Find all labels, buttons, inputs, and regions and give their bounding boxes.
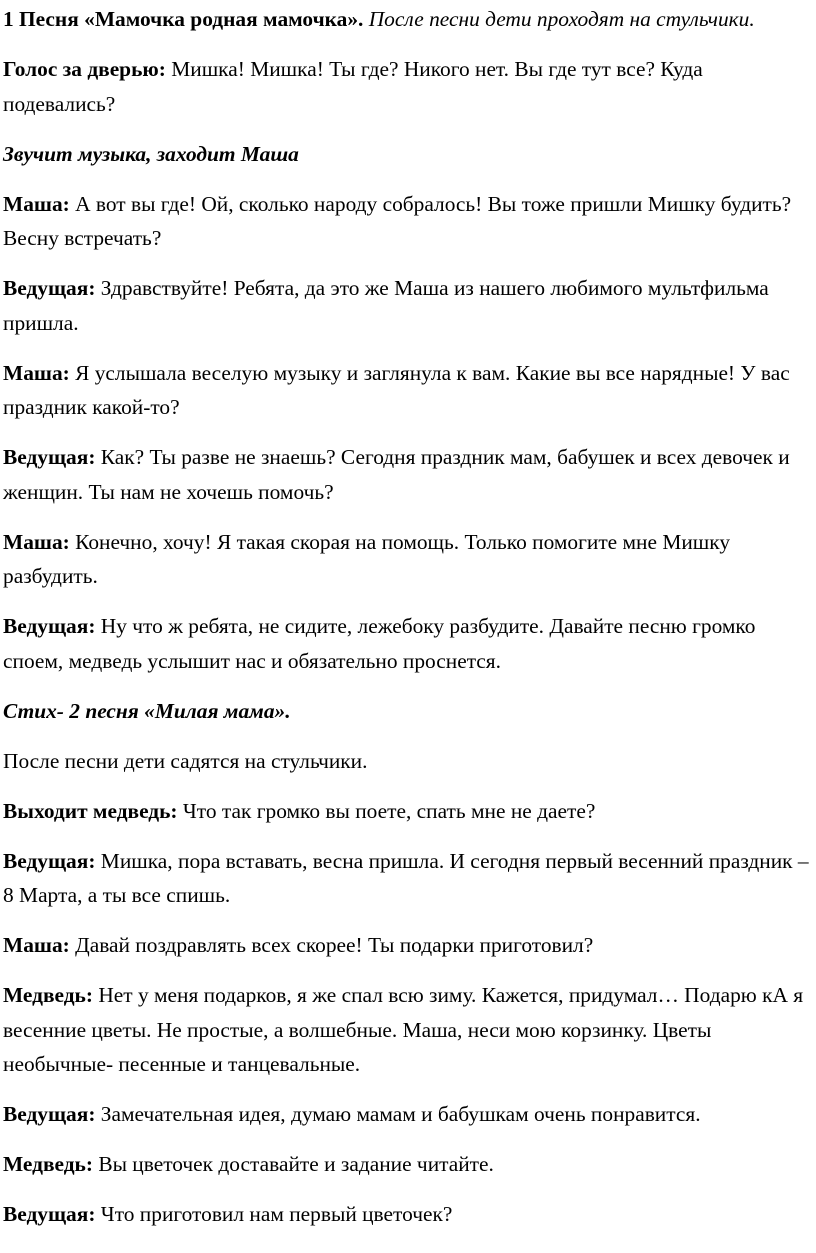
line-host-6 bbox=[3, 1197, 812, 1232]
line-host-3 bbox=[3, 609, 812, 678]
speech-text: А вот вы где! Ой, сколько народу собралось! Вы тоже пришли Мишку будить? Весну встречать? bbox=[3, 191, 792, 250]
song-title: 1 Песня «Мамочка родная мамочка». bbox=[3, 7, 364, 31]
line-host-1 bbox=[3, 271, 812, 340]
speech-text: Что так громко вы поете, спать мне не даете? bbox=[177, 798, 596, 823]
song-2-heading bbox=[3, 694, 812, 729]
stage-direction: После песни дети проходят на стульчики. bbox=[363, 7, 755, 31]
speech-text: Как? Ты разве не знаешь? Сегодня праздник мам, бабушек и всех девочек и женщин. Ты нам не хочешь помочь? bbox=[3, 445, 790, 504]
speech-text: Нет у меня подарков, я же спал всю зиму. Кажется, придумал… Подарю кА я весенние цветы. Не простые, а волшебные. Маша, неси мою корзинку. Цветы необычные- песенные и танцевальные. bbox=[3, 983, 804, 1076]
line-bear-2 bbox=[3, 1147, 812, 1182]
speaker-label: Ведущая: bbox=[3, 1202, 96, 1226]
line-voice-behind-door bbox=[3, 52, 812, 121]
speaker-label: Медведь: bbox=[3, 983, 93, 1007]
line-host-4 bbox=[3, 844, 812, 913]
line-host-5 bbox=[3, 1097, 812, 1132]
speech-text: Конечно, хочу! Я такая скорая на помощь. Только помогите мне Мишку разбудить. bbox=[3, 529, 731, 588]
speaker-label: Маша: bbox=[3, 360, 70, 385]
stage-direction-masha-enters bbox=[3, 137, 812, 172]
speaker-label: Ведущая: bbox=[3, 445, 96, 469]
line-host-2 bbox=[3, 440, 812, 509]
speech-text: Ну что ж ребята, не сидите, лежебоку разбудите. Давайте песню громко споем, медведь услышит нас и обязательно проснется. bbox=[3, 614, 756, 673]
speech-text: Мишка, пора вставать, весна пришла. И сегодня первый весенний праздник – 8 Марта, а ты все спишь. bbox=[3, 848, 809, 907]
speech-text: Вы цветочек доставайте и задание читайте. bbox=[92, 1152, 494, 1176]
line-bear-enters bbox=[3, 794, 812, 829]
song-1-heading bbox=[3, 2, 812, 37]
line-masha-2 bbox=[3, 356, 812, 425]
line-masha-4 bbox=[3, 928, 812, 963]
speaker-label: Ведущая: bbox=[3, 276, 96, 300]
speech-text: Что приготовил нам первый цветочек? bbox=[95, 1202, 453, 1226]
line-masha-1 bbox=[3, 187, 812, 256]
speaker-label: Маша: bbox=[3, 529, 70, 554]
song-title: Стих- 2 песня «Милая мама». bbox=[3, 698, 291, 723]
stage-direction-text: Звучит музыка, заходит Маша bbox=[3, 141, 299, 166]
speaker-label: Выходит медведь: bbox=[3, 798, 178, 823]
speaker-label: Ведущая: bbox=[3, 614, 96, 638]
speech-text: Мишка! Мишка! Ты где? Никого нет. Вы где тут все? Куда подевались? bbox=[3, 57, 703, 116]
speech-text: Замечательная идея, думаю мамам и бабушкам очень понравится. bbox=[95, 1102, 701, 1126]
line-bear-1 bbox=[3, 978, 812, 1082]
speech-text: Давай поздравлять всех скорее! Ты подарки приготовил? bbox=[69, 933, 594, 957]
speech-text: Я услышала веселую музыку и заглянула к вам. Какие вы все нарядные! У вас праздник какой-то? bbox=[3, 360, 790, 419]
speaker-label: Маша: bbox=[3, 191, 70, 216]
speaker-label: Медведь: bbox=[3, 1152, 93, 1176]
stage-direction-text: После песни дети садятся на стульчики. bbox=[3, 748, 368, 773]
speaker-label: Ведущая: bbox=[3, 848, 96, 873]
speech-text: Здравствуйте! Ребята, да это же Маша из нашего любимого мультфильма пришла. bbox=[3, 276, 769, 335]
speaker-label: Маша: bbox=[3, 933, 70, 957]
speaker-label: Голос за дверью: bbox=[3, 57, 166, 81]
line-masha-3 bbox=[3, 525, 812, 594]
stage-direction-kids-sit bbox=[3, 744, 812, 779]
speaker-label: Ведущая: bbox=[3, 1102, 96, 1126]
